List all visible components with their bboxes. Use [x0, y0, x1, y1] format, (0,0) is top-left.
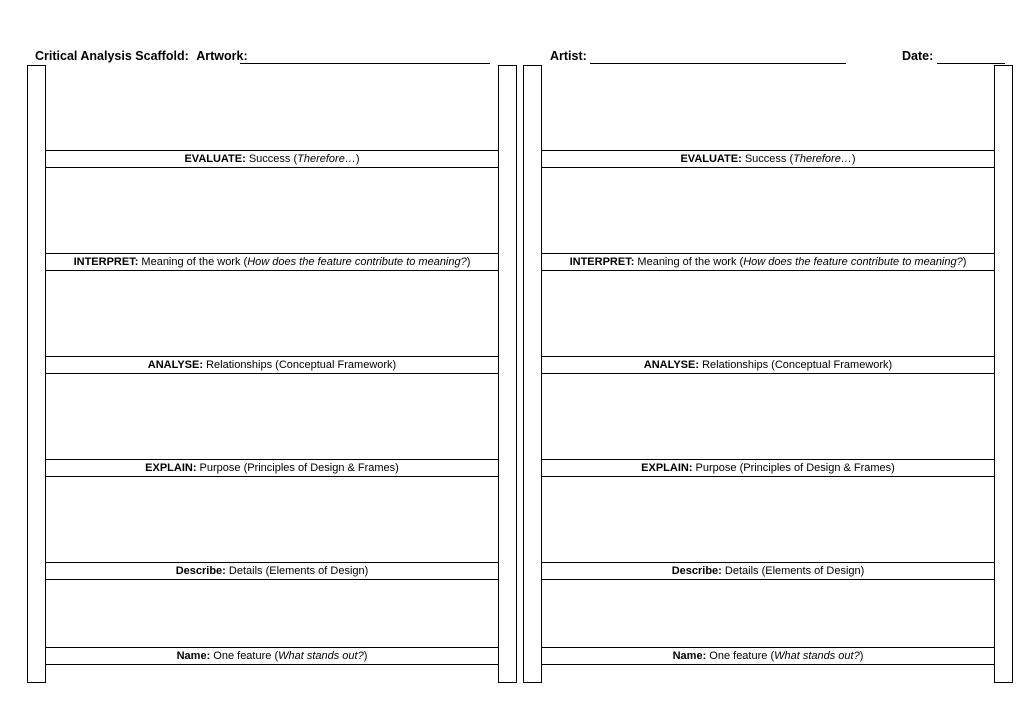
rung-interpret-text: Meaning of the work (	[634, 256, 744, 268]
rung-evaluate-hint: Therefore…	[297, 153, 356, 165]
rung-name-text: One feature (	[706, 650, 775, 662]
ladder-right	[523, 65, 1013, 683]
rung-interpret-end: )	[962, 256, 967, 268]
date-field[interactable]	[937, 63, 1005, 64]
rung-describe-text: Details (Elements of Design)	[721, 565, 865, 577]
rung-explain-text: Purpose (Principles of Design & Frames)	[196, 462, 399, 474]
rung-evaluate-label: EVALUATE:	[184, 153, 246, 165]
rung-analyse	[45, 356, 499, 374]
rung-name-end: )	[363, 650, 368, 662]
rung-name	[541, 647, 995, 665]
rung-name-hint: What stands out?	[278, 650, 364, 662]
rung-evaluate-text: Success (	[245, 153, 298, 165]
rung-analyse-text: Relationships (Conceptual Framework)	[699, 359, 893, 371]
rung-analyse-label: ANALYSE:	[643, 359, 700, 371]
rung-interpret-hint: How does the feature contribute to meaning?	[247, 256, 467, 268]
ladder-left-rail-left	[27, 65, 46, 683]
rung-evaluate-hint: Therefore…	[793, 153, 852, 165]
rung-analyse-text: Relationships (Conceptual Framework)	[203, 359, 397, 371]
artwork-field[interactable]	[240, 63, 490, 64]
rung-interpret-label: INTERPRET:	[569, 256, 635, 268]
rung-interpret-text: Meaning of the work (	[138, 256, 248, 268]
rung-name-label: Name:	[176, 650, 211, 662]
rung-explain-text: Purpose (Principles of Design & Frames)	[692, 462, 895, 474]
rung-describe	[541, 562, 995, 580]
rung-explain	[541, 459, 995, 477]
artist-field[interactable]	[590, 63, 846, 64]
scaffold-title: Critical Analysis Scaffold:	[35, 49, 189, 63]
rung-interpret-label: INTERPRET:	[73, 256, 139, 268]
rung-describe	[45, 562, 499, 580]
rung-evaluate-text: Success (	[741, 153, 794, 165]
rung-name-end: )	[859, 650, 864, 662]
ladder-left	[27, 65, 517, 683]
rung-name-hint: What stands out?	[774, 650, 860, 662]
rung-explain-label: EXPLAIN:	[641, 462, 693, 474]
rung-analyse-label: ANALYSE:	[147, 359, 204, 371]
ladder-right-rail-left	[523, 65, 542, 683]
rung-explain	[45, 459, 499, 477]
rung-interpret-hint: How does the feature contribute to meaning?	[743, 256, 963, 268]
rung-evaluate-end: )	[851, 153, 856, 165]
page-title	[35, 49, 248, 63]
artwork-label: Artwork:	[196, 49, 248, 63]
rung-describe-text: Details (Elements of Design)	[225, 565, 369, 577]
rung-analyse	[541, 356, 995, 374]
rung-describe-label: Describe:	[671, 565, 722, 577]
rung-evaluate	[541, 150, 995, 168]
rung-interpret	[541, 253, 995, 271]
ladder-right-rail-right	[994, 65, 1013, 683]
rung-describe-label: Describe:	[175, 565, 226, 577]
rung-name	[45, 647, 499, 665]
artist-label: Artist:	[550, 49, 587, 63]
rung-interpret-end: )	[466, 256, 471, 268]
rung-evaluate	[45, 150, 499, 168]
rung-explain-label: EXPLAIN:	[145, 462, 197, 474]
rung-evaluate-end: )	[355, 153, 360, 165]
rung-evaluate-label: EVALUATE:	[680, 153, 742, 165]
rung-name-label: Name:	[672, 650, 707, 662]
ladder-left-rail-right	[498, 65, 517, 683]
rung-interpret	[45, 253, 499, 271]
rung-name-text: One feature (	[210, 650, 279, 662]
date-label: Date:	[902, 49, 934, 63]
